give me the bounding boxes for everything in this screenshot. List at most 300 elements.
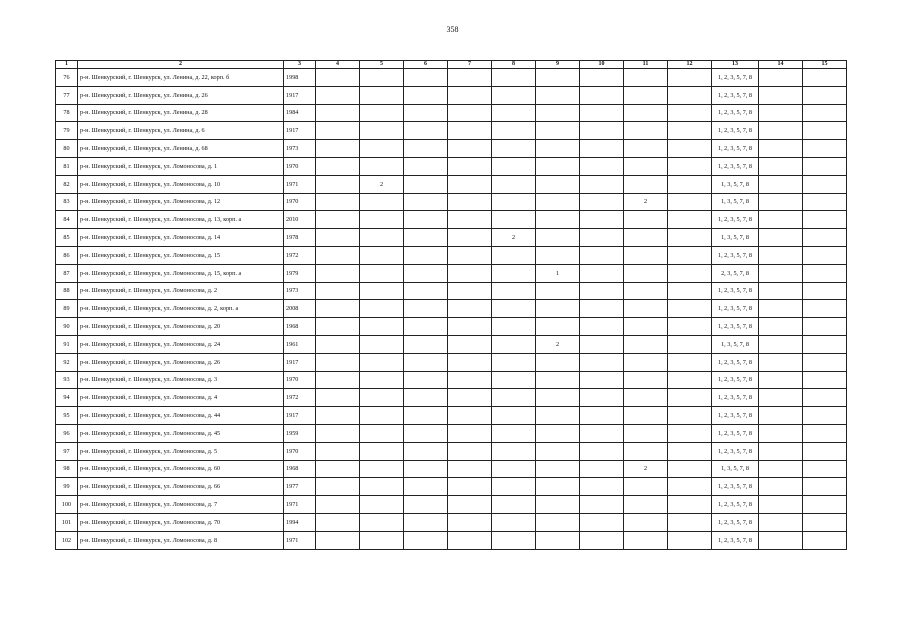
cell-col-6 — [404, 389, 448, 407]
table-row — [56, 122, 847, 140]
cell-col-14 — [759, 513, 803, 531]
address-cell: р-н. Шенкурский, г. Шенкурск, ул. Ленина, д. 22, корп. б — [78, 69, 284, 87]
year-cell: 1917 — [284, 407, 316, 425]
cell-col-15 — [803, 335, 847, 353]
table-row — [56, 157, 847, 175]
cell-col-4 — [316, 104, 360, 122]
address-cell: р-н. Шенкурский, г. Шенкурск, ул. Ломоносова, д. 26 — [78, 353, 284, 371]
cell-col-14 — [759, 86, 803, 104]
cell-col-5 — [360, 460, 404, 478]
cell-col-4 — [316, 282, 360, 300]
row-number: 100 — [56, 496, 78, 514]
column-header-15: 15 — [803, 61, 847, 69]
cell-col-7 — [448, 442, 492, 460]
year-cell: 2010 — [284, 211, 316, 229]
address-cell: р-н. Шенкурский, г. Шенкурск, ул. Ломоносова, д. 4 — [78, 389, 284, 407]
cell-col-7 — [448, 229, 492, 247]
cell-col-14 — [759, 211, 803, 229]
page-number: 358 — [446, 25, 459, 34]
cell-col-4 — [316, 353, 360, 371]
table-body — [56, 69, 847, 550]
cell-col-9 — [536, 478, 580, 496]
cell-col-4 — [316, 531, 360, 549]
cell-col-15 — [803, 104, 847, 122]
year-cell: 1972 — [284, 246, 316, 264]
year-cell: 1971 — [284, 496, 316, 514]
cell-col-9 — [536, 193, 580, 211]
cell-col-14 — [759, 371, 803, 389]
cell-col-10 — [580, 318, 624, 336]
address-cell: р-н. Шенкурский, г. Шенкурск, ул. Ломоносова, д. 7 — [78, 496, 284, 514]
cell-col-12 — [668, 424, 712, 442]
year-cell: 1984 — [284, 104, 316, 122]
cell-col-11 — [624, 86, 668, 104]
cell-col-12 — [668, 140, 712, 158]
cell-col-4 — [316, 175, 360, 193]
cell-col-10 — [580, 496, 624, 514]
codes-cell: 1, 2, 3, 5, 7, 8 — [712, 104, 759, 122]
cell-col-9 — [536, 371, 580, 389]
cell-col-5 — [360, 211, 404, 229]
cell-col-10 — [580, 371, 624, 389]
cell-col-14 — [759, 335, 803, 353]
cell-col-7 — [448, 104, 492, 122]
address-cell: р-н. Шенкурский, г. Шенкурск, ул. Ломоносова, д. 8 — [78, 531, 284, 549]
cell-col-11: 2 — [624, 460, 668, 478]
cell-col-11 — [624, 229, 668, 247]
cell-col-11 — [624, 496, 668, 514]
cell-col-8 — [492, 389, 536, 407]
cell-col-7 — [448, 140, 492, 158]
cell-col-9 — [536, 104, 580, 122]
cell-col-5 — [360, 424, 404, 442]
cell-col-9 — [536, 122, 580, 140]
cell-col-15 — [803, 246, 847, 264]
year-cell: 1970 — [284, 193, 316, 211]
cell-col-4 — [316, 229, 360, 247]
cell-col-5 — [360, 282, 404, 300]
cell-col-8 — [492, 407, 536, 425]
cell-col-11: 2 — [624, 193, 668, 211]
cell-col-12 — [668, 264, 712, 282]
codes-cell: 1, 3, 5, 7, 8 — [712, 460, 759, 478]
codes-cell: 1, 2, 3, 5, 7, 8 — [712, 407, 759, 425]
cell-col-5 — [360, 140, 404, 158]
cell-col-15 — [803, 407, 847, 425]
year-cell: 1979 — [284, 264, 316, 282]
address-cell: р-н. Шенкурский, г. Шенкурск, ул. Ломоносова, д. 60 — [78, 460, 284, 478]
cell-col-12 — [668, 513, 712, 531]
table-row — [56, 424, 847, 442]
cell-col-10 — [580, 478, 624, 496]
row-number: 98 — [56, 460, 78, 478]
cell-col-7 — [448, 246, 492, 264]
cell-col-15 — [803, 318, 847, 336]
cell-col-15 — [803, 460, 847, 478]
year-cell: 1917 — [284, 353, 316, 371]
address-cell: р-н. Шенкурский, г. Шенкурск, ул. Ломоносова, д. 1 — [78, 157, 284, 175]
cell-col-15 — [803, 300, 847, 318]
codes-cell: 1, 2, 3, 5, 7, 8 — [712, 300, 759, 318]
cell-col-11 — [624, 140, 668, 158]
cell-col-15 — [803, 157, 847, 175]
cell-col-11 — [624, 371, 668, 389]
cell-col-14 — [759, 282, 803, 300]
cell-col-8 — [492, 496, 536, 514]
cell-col-9: 1 — [536, 264, 580, 282]
cell-col-15 — [803, 424, 847, 442]
cell-col-12 — [668, 282, 712, 300]
codes-cell: 1, 2, 3, 5, 7, 8 — [712, 318, 759, 336]
row-number: 79 — [56, 122, 78, 140]
cell-col-8: 2 — [492, 229, 536, 247]
cell-col-4 — [316, 424, 360, 442]
cell-col-4 — [316, 407, 360, 425]
cell-col-12 — [668, 175, 712, 193]
table-row — [56, 140, 847, 158]
row-number: 97 — [56, 442, 78, 460]
codes-cell: 1, 3, 5, 7, 8 — [712, 193, 759, 211]
cell-col-14 — [759, 407, 803, 425]
cell-col-15 — [803, 264, 847, 282]
cell-col-6 — [404, 460, 448, 478]
row-number: 94 — [56, 389, 78, 407]
cell-col-9 — [536, 69, 580, 87]
cell-col-11 — [624, 264, 668, 282]
cell-col-9 — [536, 460, 580, 478]
row-number: 91 — [56, 335, 78, 353]
cell-col-4 — [316, 478, 360, 496]
cell-col-8 — [492, 460, 536, 478]
cell-col-8 — [492, 211, 536, 229]
cell-col-12 — [668, 86, 712, 104]
cell-col-11 — [624, 211, 668, 229]
cell-col-5 — [360, 104, 404, 122]
address-cell: р-н. Шенкурский, г. Шенкурск, ул. Ломоносова, д. 24 — [78, 335, 284, 353]
cell-col-14 — [759, 478, 803, 496]
cell-col-4 — [316, 460, 360, 478]
cell-col-5 — [360, 69, 404, 87]
year-cell: 1970 — [284, 442, 316, 460]
cell-col-14 — [759, 496, 803, 514]
cell-col-12 — [668, 122, 712, 140]
year-cell: 1973 — [284, 140, 316, 158]
cell-col-4 — [316, 300, 360, 318]
year-cell: 1917 — [284, 122, 316, 140]
table-row — [56, 353, 847, 371]
cell-col-7 — [448, 264, 492, 282]
cell-col-9 — [536, 157, 580, 175]
cell-col-5 — [360, 478, 404, 496]
cell-col-12 — [668, 229, 712, 247]
cell-col-9 — [536, 246, 580, 264]
codes-cell: 2, 3, 5, 7, 8 — [712, 264, 759, 282]
table-row — [56, 496, 847, 514]
address-cell: р-н. Шенкурский, г. Шенкурск, ул. Ломоносова, д. 15 — [78, 246, 284, 264]
column-header-7: 7 — [448, 61, 492, 69]
cell-col-11 — [624, 389, 668, 407]
row-number: 90 — [56, 318, 78, 336]
row-number: 99 — [56, 478, 78, 496]
codes-cell: 1, 2, 3, 5, 7, 8 — [712, 424, 759, 442]
cell-col-5: 2 — [360, 175, 404, 193]
cell-col-6 — [404, 246, 448, 264]
row-number: 85 — [56, 229, 78, 247]
table-row — [56, 69, 847, 87]
year-cell: 1968 — [284, 318, 316, 336]
cell-col-6 — [404, 157, 448, 175]
address-cell: р-н. Шенкурский, г. Шенкурск, ул. Ломоносова, д. 2 — [78, 282, 284, 300]
cell-col-4 — [316, 442, 360, 460]
cell-col-6 — [404, 229, 448, 247]
housing-register-table — [55, 60, 847, 550]
address-cell: р-н. Шенкурский, г. Шенкурск, ул. Ломоносова, д. 45 — [78, 424, 284, 442]
column-header-10: 10 — [580, 61, 624, 69]
table-row — [56, 318, 847, 336]
cell-col-7 — [448, 496, 492, 514]
cell-col-8 — [492, 282, 536, 300]
table-row — [56, 86, 847, 104]
cell-col-15 — [803, 282, 847, 300]
cell-col-11 — [624, 175, 668, 193]
cell-col-4 — [316, 140, 360, 158]
cell-col-8 — [492, 318, 536, 336]
year-cell: 1998 — [284, 69, 316, 87]
cell-col-7 — [448, 318, 492, 336]
cell-col-12 — [668, 300, 712, 318]
codes-cell: 1, 3, 5, 7, 8 — [712, 175, 759, 193]
cell-col-9 — [536, 407, 580, 425]
cell-col-5 — [360, 300, 404, 318]
codes-cell: 1, 2, 3, 5, 7, 8 — [712, 140, 759, 158]
cell-col-6 — [404, 140, 448, 158]
cell-col-6 — [404, 531, 448, 549]
cell-col-11 — [624, 69, 668, 87]
cell-col-12 — [668, 442, 712, 460]
cell-col-15 — [803, 371, 847, 389]
cell-col-11 — [624, 282, 668, 300]
cell-col-10 — [580, 246, 624, 264]
address-cell: р-н. Шенкурский, г. Шенкурск, ул. Ломоносова, д. 70 — [78, 513, 284, 531]
cell-col-15 — [803, 140, 847, 158]
cell-col-5 — [360, 86, 404, 104]
table-row — [56, 264, 847, 282]
row-number: 87 — [56, 264, 78, 282]
cell-col-4 — [316, 496, 360, 514]
cell-col-4 — [316, 513, 360, 531]
row-number: 84 — [56, 211, 78, 229]
cell-col-6 — [404, 318, 448, 336]
cell-col-14 — [759, 460, 803, 478]
cell-col-7 — [448, 282, 492, 300]
cell-col-11 — [624, 442, 668, 460]
table-row — [56, 193, 847, 211]
cell-col-7 — [448, 300, 492, 318]
address-cell: р-н. Шенкурский, г. Шенкурск, ул. Ленина, д. 68 — [78, 140, 284, 158]
column-header-1: 1 — [56, 61, 78, 69]
cell-col-11 — [624, 122, 668, 140]
cell-col-8 — [492, 335, 536, 353]
cell-col-10 — [580, 122, 624, 140]
cell-col-8 — [492, 122, 536, 140]
cell-col-14 — [759, 389, 803, 407]
cell-col-5 — [360, 353, 404, 371]
cell-col-7 — [448, 175, 492, 193]
table-row — [56, 211, 847, 229]
codes-cell: 1, 3, 5, 7, 8 — [712, 335, 759, 353]
row-number: 76 — [56, 69, 78, 87]
year-cell: 1959 — [284, 424, 316, 442]
cell-col-12 — [668, 157, 712, 175]
address-cell: р-н. Шенкурский, г. Шенкурск, ул. Ломоносова, д. 5 — [78, 442, 284, 460]
address-cell: р-н. Шенкурский, г. Шенкурск, ул. Ленина, д. 26 — [78, 86, 284, 104]
cell-col-15 — [803, 69, 847, 87]
cell-col-5 — [360, 318, 404, 336]
cell-col-6 — [404, 193, 448, 211]
cell-col-12 — [668, 460, 712, 478]
table-row — [56, 104, 847, 122]
codes-cell: 1, 2, 3, 5, 7, 8 — [712, 246, 759, 264]
address-cell: р-н. Шенкурский, г. Шенкурск, ул. Ломоносова, д. 3 — [78, 371, 284, 389]
cell-col-7 — [448, 371, 492, 389]
cell-col-12 — [668, 389, 712, 407]
table-row — [56, 389, 847, 407]
cell-col-6 — [404, 264, 448, 282]
cell-col-6 — [404, 478, 448, 496]
cell-col-11 — [624, 353, 668, 371]
cell-col-9 — [536, 442, 580, 460]
cell-col-6 — [404, 496, 448, 514]
cell-col-11 — [624, 300, 668, 318]
table-row — [56, 513, 847, 531]
cell-col-5 — [360, 531, 404, 549]
cell-col-9 — [536, 496, 580, 514]
cell-col-14 — [759, 229, 803, 247]
cell-col-9 — [536, 175, 580, 193]
address-cell: р-н. Шенкурский, г. Шенкурск, ул. Ломоносова, д. 10 — [78, 175, 284, 193]
cell-col-11 — [624, 246, 668, 264]
year-cell: 1917 — [284, 86, 316, 104]
cell-col-7 — [448, 424, 492, 442]
cell-col-10 — [580, 86, 624, 104]
codes-cell: 1, 2, 3, 5, 7, 8 — [712, 389, 759, 407]
row-number: 101 — [56, 513, 78, 531]
cell-col-11 — [624, 335, 668, 353]
table-row — [56, 478, 847, 496]
year-cell: 1968 — [284, 460, 316, 478]
column-header-5: 5 — [360, 61, 404, 69]
column-header-4: 4 — [316, 61, 360, 69]
codes-cell: 1, 2, 3, 5, 7, 8 — [712, 69, 759, 87]
cell-col-10 — [580, 513, 624, 531]
cell-col-14 — [759, 157, 803, 175]
cell-col-15 — [803, 353, 847, 371]
cell-col-6 — [404, 335, 448, 353]
cell-col-14 — [759, 300, 803, 318]
cell-col-6 — [404, 424, 448, 442]
cell-col-6 — [404, 513, 448, 531]
cell-col-12 — [668, 69, 712, 87]
table-row — [56, 246, 847, 264]
cell-col-10 — [580, 104, 624, 122]
cell-col-7 — [448, 513, 492, 531]
address-cell: р-н. Шенкурский, г. Шенкурск, ул. Ломоносова, д. 66 — [78, 478, 284, 496]
row-number: 89 — [56, 300, 78, 318]
cell-col-8 — [492, 513, 536, 531]
cell-col-15 — [803, 513, 847, 531]
row-number: 95 — [56, 407, 78, 425]
row-number: 92 — [56, 353, 78, 371]
cell-col-9: 2 — [536, 335, 580, 353]
cell-col-4 — [316, 193, 360, 211]
address-cell: р-н. Шенкурский, г. Шенкурск, ул. Ломоносова, д. 14 — [78, 229, 284, 247]
cell-col-5 — [360, 335, 404, 353]
cell-col-11 — [624, 318, 668, 336]
cell-col-10 — [580, 229, 624, 247]
cell-col-8 — [492, 353, 536, 371]
cell-col-4 — [316, 335, 360, 353]
column-header-3: 3 — [284, 61, 316, 69]
cell-col-9 — [536, 531, 580, 549]
cell-col-12 — [668, 531, 712, 549]
cell-col-5 — [360, 157, 404, 175]
cell-col-10 — [580, 335, 624, 353]
row-number: 82 — [56, 175, 78, 193]
cell-col-5 — [360, 246, 404, 264]
table-row — [56, 460, 847, 478]
cell-col-8 — [492, 478, 536, 496]
cell-col-4 — [316, 264, 360, 282]
cell-col-6 — [404, 442, 448, 460]
cell-col-5 — [360, 407, 404, 425]
cell-col-12 — [668, 335, 712, 353]
cell-col-9 — [536, 229, 580, 247]
cell-col-8 — [492, 104, 536, 122]
cell-col-8 — [492, 69, 536, 87]
cell-col-14 — [759, 246, 803, 264]
cell-col-8 — [492, 442, 536, 460]
cell-col-15 — [803, 193, 847, 211]
cell-col-6 — [404, 104, 448, 122]
cell-col-6 — [404, 300, 448, 318]
cell-col-15 — [803, 86, 847, 104]
row-number: 86 — [56, 246, 78, 264]
cell-col-7 — [448, 86, 492, 104]
column-header-11: 11 — [624, 61, 668, 69]
cell-col-14 — [759, 122, 803, 140]
cell-col-12 — [668, 407, 712, 425]
cell-col-10 — [580, 193, 624, 211]
year-cell: 1970 — [284, 371, 316, 389]
cell-col-4 — [316, 122, 360, 140]
cell-col-4 — [316, 86, 360, 104]
cell-col-10 — [580, 300, 624, 318]
cell-col-6 — [404, 122, 448, 140]
cell-col-9 — [536, 86, 580, 104]
codes-cell: 1, 2, 3, 5, 7, 8 — [712, 122, 759, 140]
cell-col-6 — [404, 211, 448, 229]
row-number: 83 — [56, 193, 78, 211]
cell-col-9 — [536, 424, 580, 442]
cell-col-6 — [404, 407, 448, 425]
cell-col-7 — [448, 478, 492, 496]
cell-col-14 — [759, 531, 803, 549]
codes-cell: 1, 2, 3, 5, 7, 8 — [712, 513, 759, 531]
cell-col-15 — [803, 122, 847, 140]
cell-col-11 — [624, 157, 668, 175]
year-cell: 1971 — [284, 531, 316, 549]
cell-col-6 — [404, 371, 448, 389]
